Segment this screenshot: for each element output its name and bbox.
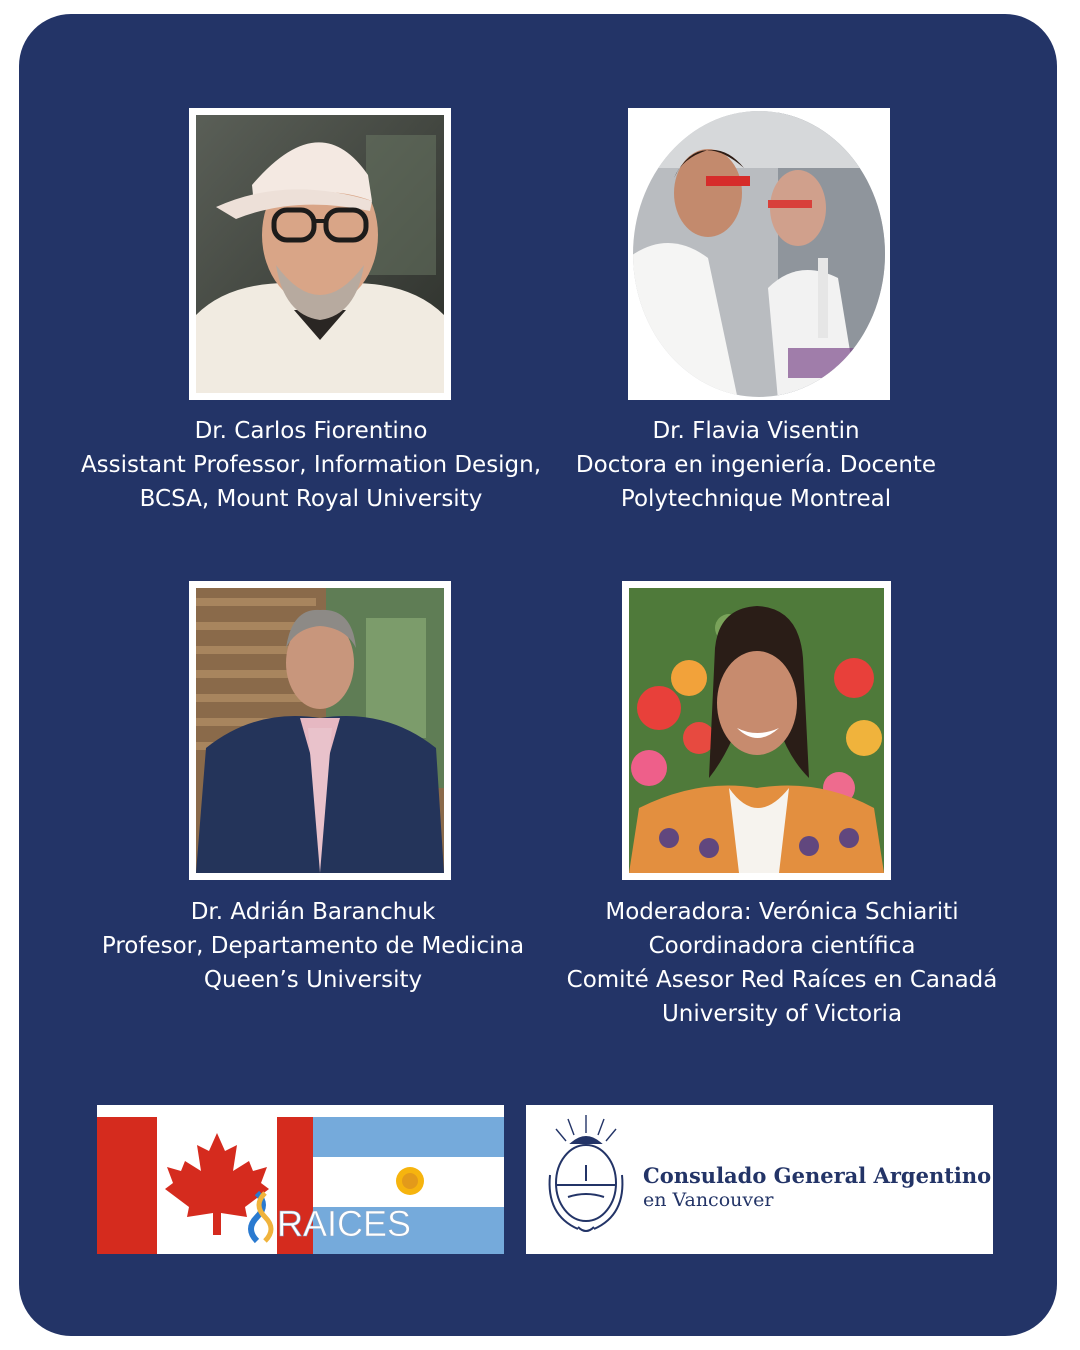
speaker-title-line: Profesor, Departamento de Medicina (101, 933, 525, 959)
speaker-title-line: Doctora en ingeniería. Docente (575, 452, 937, 478)
speaker-photo-schiariti (622, 581, 891, 880)
speaker-title-line: Comité Asesor Red Raíces en Canadá (566, 967, 998, 993)
speaker-title-line: BCSA, Mount Royal University (139, 486, 483, 512)
consulado-name: Consulado General Argentino (643, 1163, 992, 1188)
speaker-caption-schiariti (540, 895, 1024, 1031)
speaker-name: Dr. Adrián Baranchuk (190, 899, 436, 925)
speaker-name: Dr. Carlos Fiorentino (194, 418, 428, 444)
consulado-city: en Vancouver (643, 1189, 774, 1211)
speaker-name: Dr. Flavia Visentin (652, 418, 860, 444)
speaker-photo-visentin (628, 108, 890, 400)
raices-wordmark: RAICES (277, 1203, 412, 1244)
speaker-title-line: Assistant Professor, Information Design, (80, 452, 542, 478)
speaker-name: Moderadora: Verónica Schiariti (605, 899, 959, 925)
speaker-title-line: University of Victoria (661, 1001, 903, 1027)
speaker-title-line: Polytechnique Montreal (620, 486, 892, 512)
speaker-photo-fiorentino (189, 108, 451, 400)
raices-logo (97, 1105, 504, 1254)
consulado-logo (526, 1105, 993, 1254)
speaker-title-line: Coordinadora científica (648, 933, 916, 959)
speaker-caption-visentin (530, 414, 982, 516)
canada-flag-bar-left (97, 1117, 157, 1254)
speaker-caption-baranchuk (0, 895, 626, 997)
speaker-photo-baranchuk (189, 581, 451, 880)
speaker-caption-fiorentino (0, 414, 622, 516)
argentina-coat-of-arms-icon (550, 1115, 623, 1231)
speaker-title-line: Queen’s University (203, 967, 423, 993)
